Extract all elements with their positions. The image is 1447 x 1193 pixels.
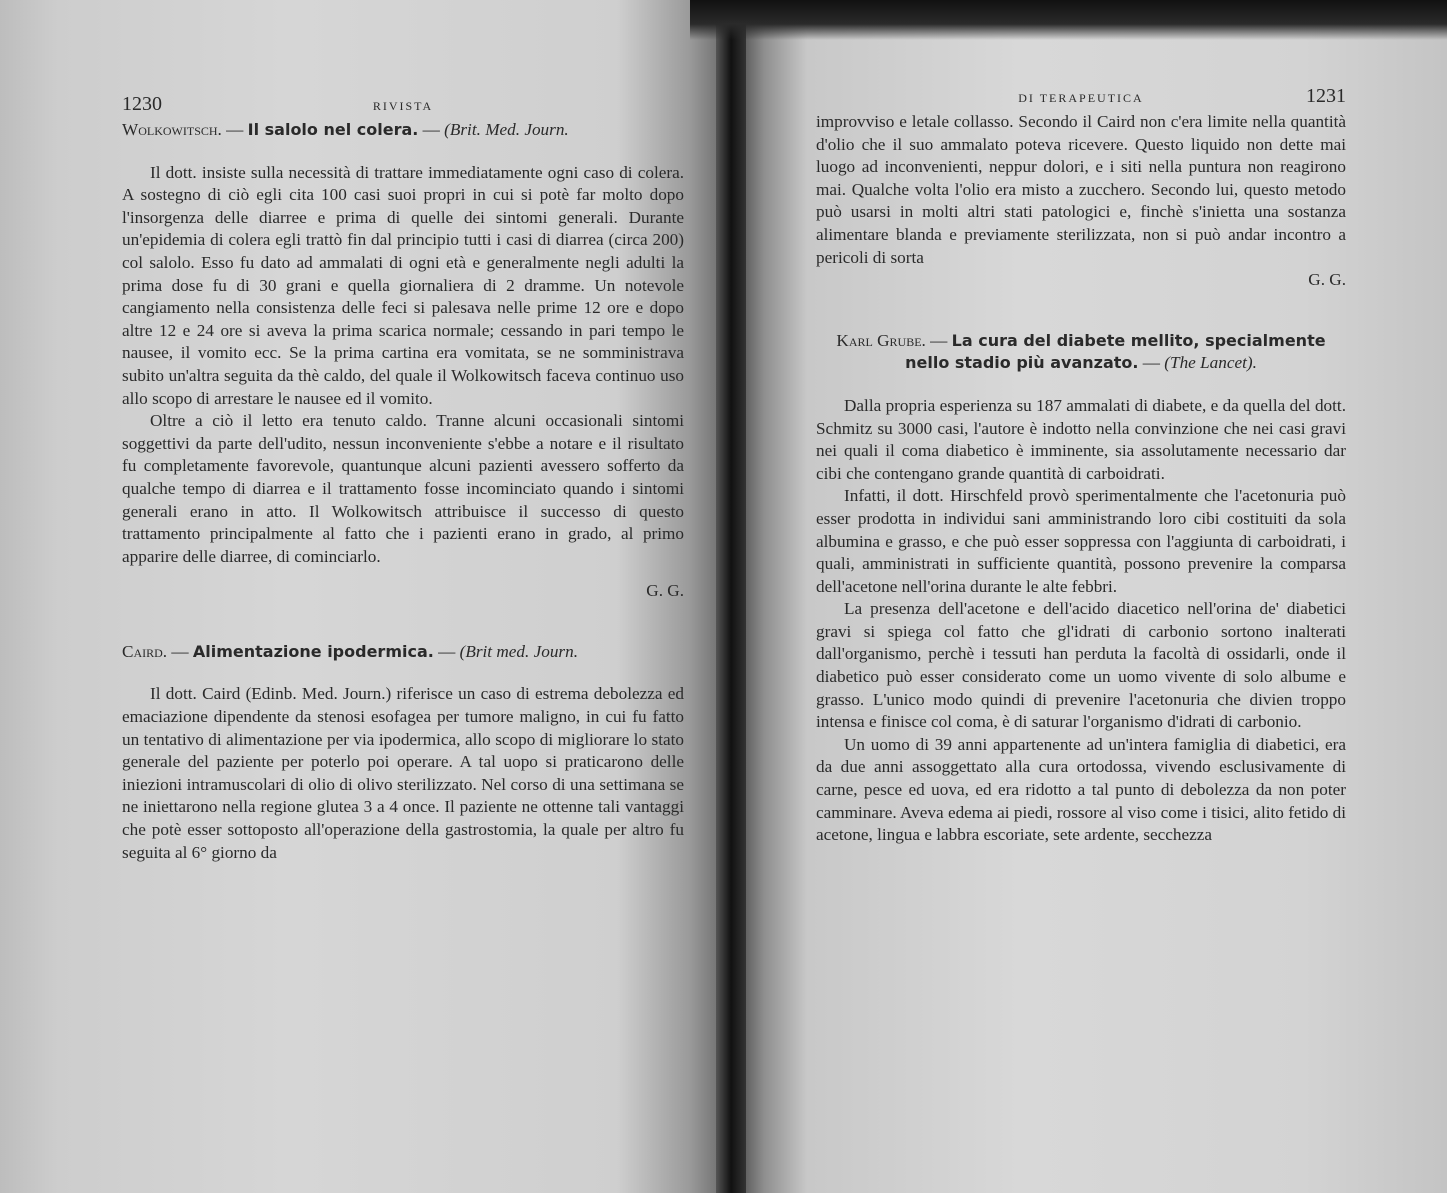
paragraph: Il dott. Caird (Edinb. Med. Journ.) riferisce un caso di estrema debolezza ed emaciazione dipendente da stenosi esofagea per tumore maligno, in cui fu fatto un tentativo di alimentazione per via ipodermica, allo scopo di migliorare lo stato generale del paziente per poterlo poi operare. A tal uopo si praticarono delle iniezioni intramuscolari di olio di olivo sterilizzato. Nel corso di una settimana se ne iniettarono nella regione glutea 3 a 4 once. Il paziente ne ottenne tali vantaggi che potè esser sottoposto all'operazione della gastrostomia, la quale per altro fu seguita al 6° giorno da (122, 684, 684, 862)
article-title: La cura del diabete mellito, specialmente nello stadio più avanzato. (905, 330, 1326, 373)
article-author: Caird. (122, 641, 168, 661)
running-head: DI TERAPEUTICA (1018, 91, 1144, 105)
right-text-column (816, 85, 1346, 847)
page-top-shadow (690, 0, 1447, 40)
paragraph: Oltre a ciò il letto era tenuto caldo. Tranne alcuni occasionali sintomi soggettivi da parte dell'udito, nessun inconveniente s'ebbe a notare e il risultato fu completamente favorevole, quantunque alcuni pazienti avessero sofferto da qualche tempo di diarrea e il trattamento fosse incominciato quando i sintomi generali erano in atto. Il Wolkowitsch attribuisce il successo di questo trattamento principalmente al fatto che i pazienti erano in grado, al primo apparire delle diarree, di cominciarlo. (122, 411, 684, 566)
paragraph: Il dott. insiste sulla necessità di trattare immediatamente ogni caso di colera. A sostegno di ciò egli cita 100 casi suoi propri in cui si potè far molto dopo l'insorgenza delle diarree e prima di quelle dei sintomi generali. Durante un'epidemia di colera egli trattò fin dal principio tutti i casi di diarrea (circa 200) col salolo. Esso fu dato ad ammalati di ogni età e generalmente negli adulti la prima dose fu di 30 grani e quella giornaliera di 2 dramme. Un notevole cangiamento nella consistenza delle feci si palesava nelle prime 12 ore e dopo altre 12 e 24 ore si aveva la prima scarica normale; cessando in pari tempo le nausee, il vomito ecc. Se la prima cartina era vomitata, se ne somministrava subito un'altra seguita da thè caldo, del quale il Wolkowitsch faceva continuo uso allo scopo di arrestare le nausee ed il vomito. (122, 162, 684, 408)
paragraph: Un uomo di 39 anni appartenente ad un'intera famiglia di diabetici, era da due anni assoggettato alla cura ortodossa, vivendo esclusivamente di carne, pesce ed uova, ed era ridotto a tal punto di debolezza da non poter camminare. Aveva edema ai piedi, rossore al viso come i tisici, alito fetido di acetone, lingua e labbra escoriate, sete ardente, secchezza (816, 734, 1346, 845)
signature: G. G. (1308, 270, 1346, 290)
article-heading: Karl Grube. — La cura del diabete mellito, specialmente nello stadio più avanzato. — (The Lancet). (836, 330, 1326, 373)
signature: G. G. (646, 581, 684, 601)
paragraph: improvviso e letale collasso. Secondo il Caird non c'era limite nella quantità d'olio che il suo ammalato poteva ricevere. Questo liquido non dette mai luogo ad inconvenienti, neppur dolori, e i siti nella puntura non reagirono mai. Qualche volta l'olio era misto a zucchero. Secondo lui, questo metodo può usarsi in molti altri stati patologici e, finchè s'inietta una sostanza alimentare blanda e previamente sterilizzata, non si può andar incontro a pericoli di sorta (816, 112, 1346, 267)
article-heading: Wolkowitsch. — Il salolo nel colera. — (Brit. Med. Journ. (122, 120, 569, 139)
right-running-header (816, 85, 1346, 111)
page-number: 1230 (122, 93, 162, 115)
article-citation: (Brit. Med. Journ. (444, 120, 569, 139)
left-text-column (122, 93, 684, 864)
article-author: Wolkowitsch. (122, 120, 222, 139)
article-title: Alimentazione ipodermica. (192, 641, 434, 661)
article-heading: Caird. — Alimentazione ipodermica. — (Brit med. Journ. (122, 641, 578, 661)
article-title: Il salolo nel colera. (247, 120, 419, 139)
paragraph: Dalla propria esperienza su 187 ammalati di diabete, e da quella del dott. Schmitz su 3000 casi, l'autore è indotto nella convinzione che nei casi gravi nei quali il coma diabetico è imminente, sia assolutamente necessario dar cibi che contengano grande quantità di carboidrati. (816, 395, 1346, 483)
page-number: 1231 (1305, 85, 1346, 107)
article-citation: (The Lancet). (1164, 353, 1257, 373)
paragraph: La presenza dell'acetone e dell'acido diacetico nell'orina de' diabetici gravi si spiega col fatto che gl'idrati di carbonio sortono inalterati dall'organismo, perchè i tessuti han perduta la facoltà di ossidarli, onde il diabetico può esser considerato come un uomo vivente di solo albume e grasso. L'unico modo quindi di prevenire l'acetonuria che divien troppo intensa e finisce col coma, è di saturar l'organismo d'idrati di carbonio. (816, 599, 1346, 732)
article-author: Karl Grube. (836, 330, 926, 350)
article-citation: (Brit med. Journ. (459, 641, 578, 661)
book-gutter (716, 0, 746, 1193)
right-page (736, 0, 1447, 1193)
running-head: RIVISTA (372, 99, 434, 113)
paragraph: Infatti, il dott. Hirschfeld provò sperimentalmente che l'acetonuria può esser prodotta in individui sani amministrando loro cibi costituiti da sola albumina e grasso, e che può esser soppressa con l'aggiunta di carboidrati, i quali, amministrati in sufficiente quantità, possono prevenire la comparsa dell'acetone nell'orina durante le alte febbri. (816, 486, 1346, 596)
left-running-header (122, 93, 684, 119)
